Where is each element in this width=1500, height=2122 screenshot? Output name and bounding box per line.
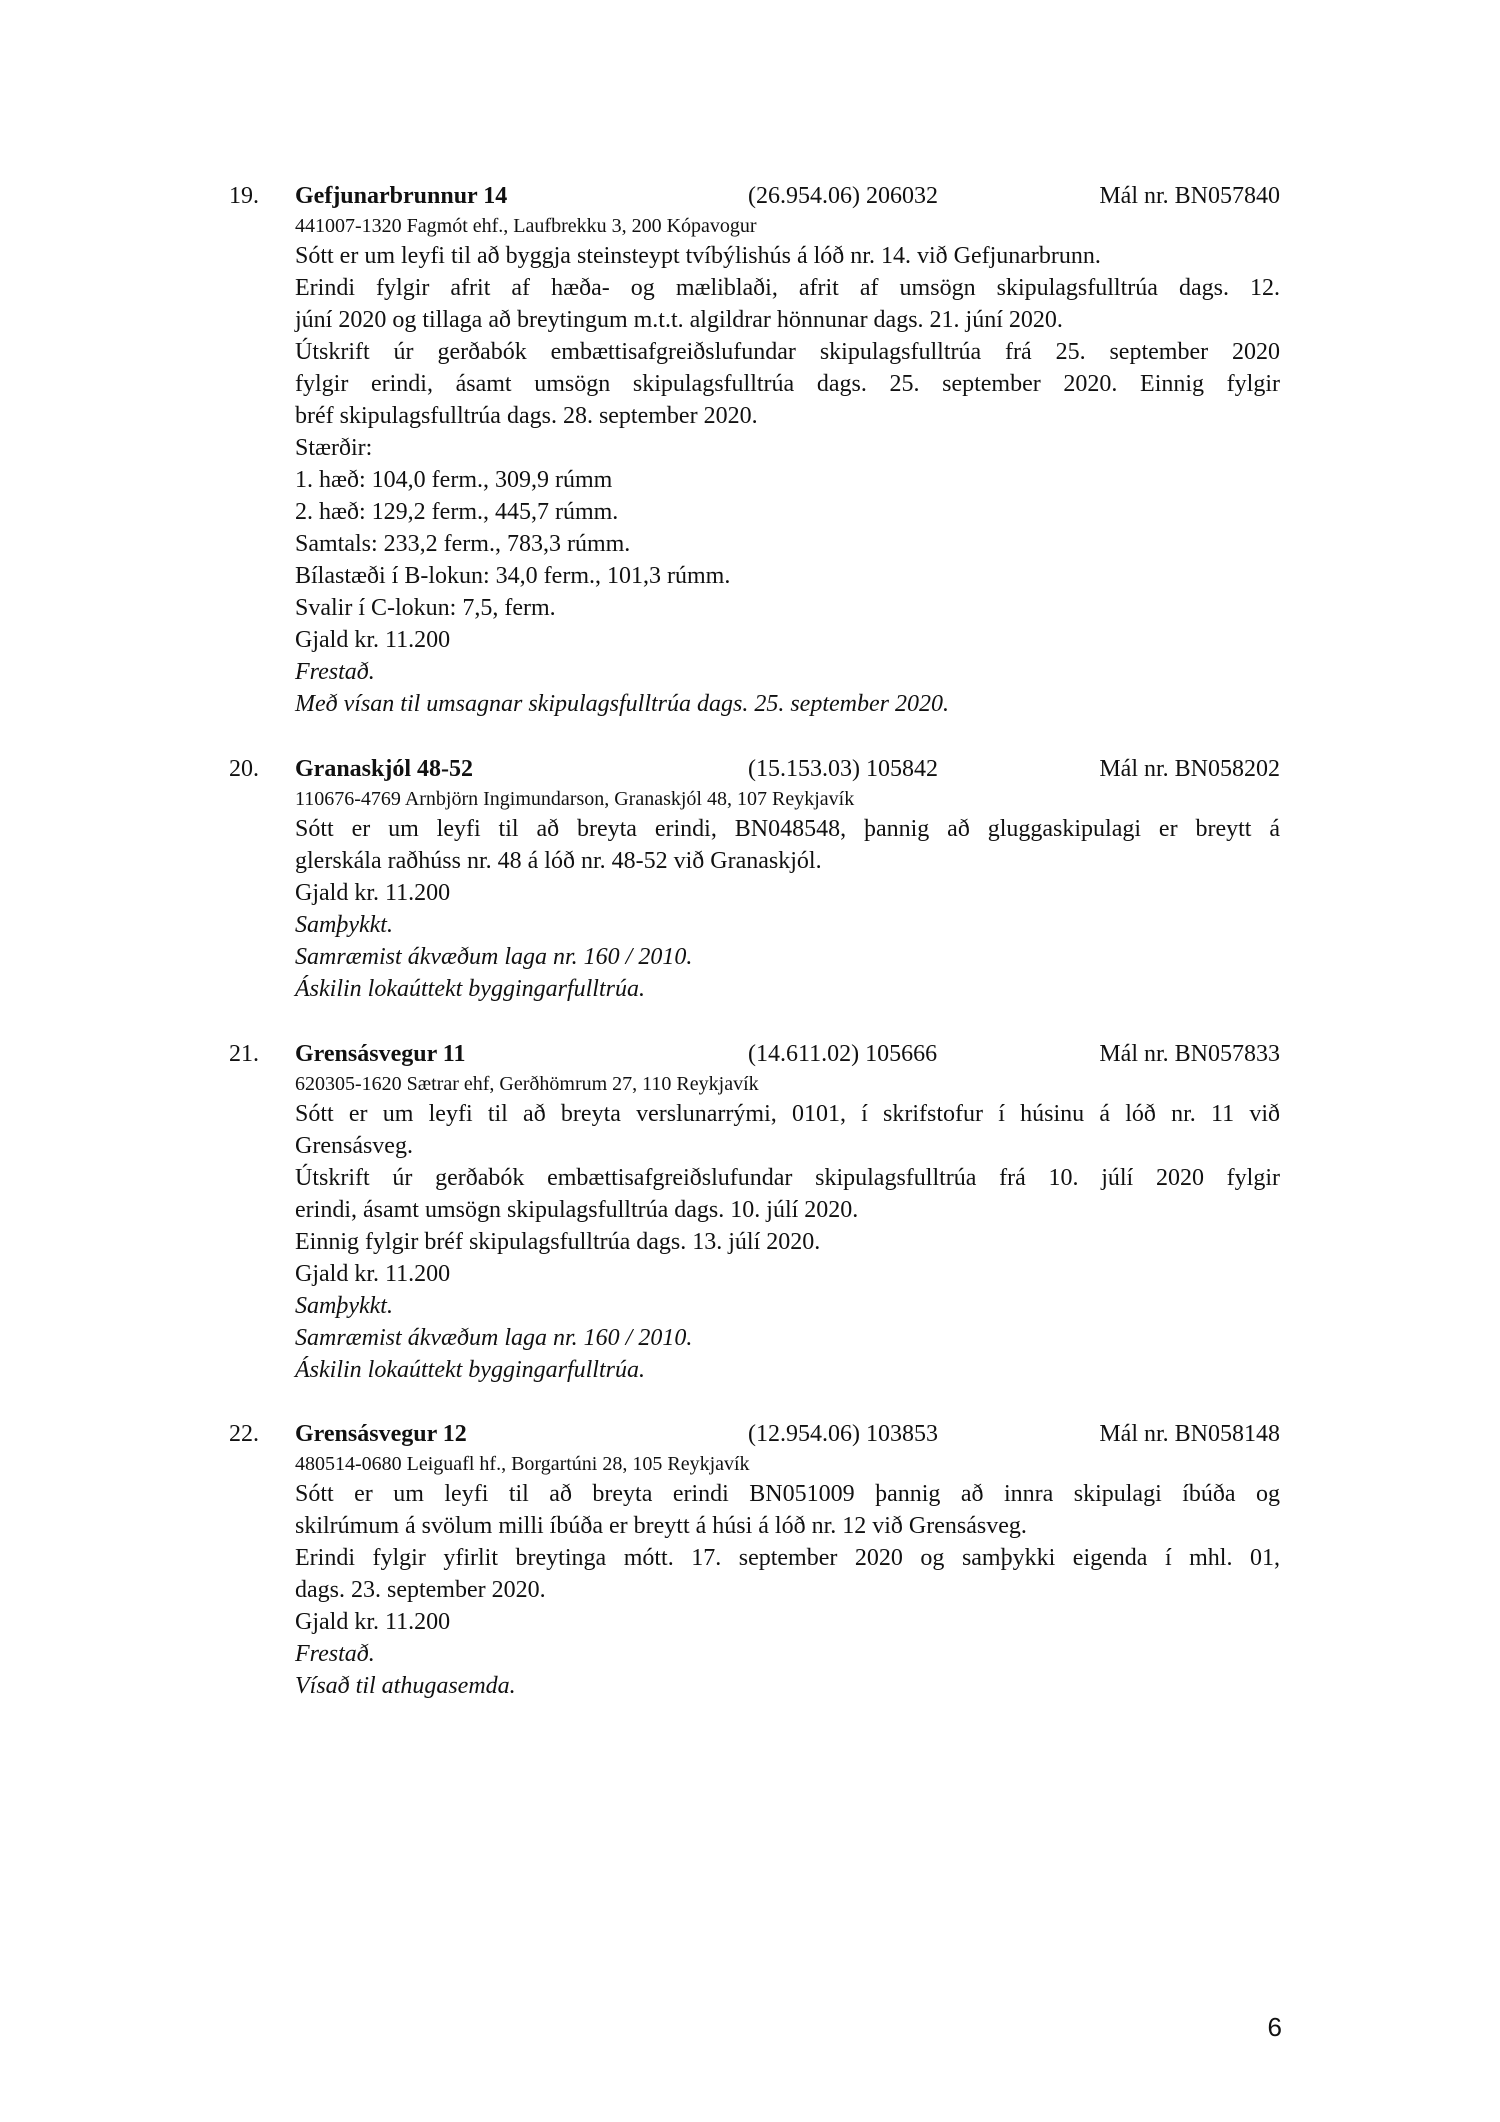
entry-fee: Gjald kr. 11.200	[295, 1609, 451, 1635]
entry-line: Sótt er um leyfi til að byggja steinsteypt tvíbýlishús á lóð nr. 14. við Gefjunarbrunn.	[295, 243, 1101, 269]
entry-line: Útskrift úr gerðabók embættisafgreiðslufundar skipulagsfulltrúa frá 25. september 2020	[295, 339, 1280, 365]
entry-line: Svalir í C-lokun: 7,5, ferm.	[295, 595, 556, 621]
agenda-entry	[229, 753, 1280, 1005]
entry-case-number: Mál nr. BN057840	[1099, 183, 1280, 209]
entry-fee: Gjald kr. 11.200	[295, 880, 451, 906]
entry-number: 21.	[229, 1041, 259, 1067]
entry-fee: Gjald kr. 11.200	[295, 627, 451, 653]
entry-header	[229, 180, 1280, 212]
entry-line: erindi, ásamt umsögn skipulagsfulltrúa dags. 10. júlí 2020.	[295, 1197, 859, 1223]
entry-body	[295, 1450, 1280, 1702]
agenda-entry	[229, 180, 1280, 720]
agenda-entry	[229, 1418, 1280, 1702]
entry-line: glerskála raðhúss nr. 48 á lóð nr. 48-52 við Granaskjól.	[295, 848, 822, 874]
entry-address: Grensásvegur 12	[295, 1421, 467, 1447]
entry-line: Sótt er um leyfi til að breyta erindi BN051009 þannig að innra skipulagi íbúða og	[295, 1481, 1280, 1507]
entry-decision-note: Áskilin lokaúttekt byggingarfulltrúa.	[295, 1357, 645, 1383]
entry-line: 1. hæð: 104,0 ferm., 309,9 rúmm	[295, 467, 613, 493]
entry-decision: Frestað.	[295, 1641, 375, 1667]
agenda-entry	[229, 1038, 1280, 1386]
entry-body	[295, 212, 1280, 720]
entry-line: skilrúmum á svölum milli íbúða er breytt á húsi á lóð nr. 12 við Grensásveg.	[295, 1513, 1027, 1539]
entry-line: Stærðir:	[295, 435, 373, 461]
entry-address: Granaskjól 48-52	[295, 756, 474, 782]
entry-header	[229, 753, 1280, 785]
entry-decision-note: Með vísan til umsagnar skipulagsfulltrúa dags. 25. september 2020.	[295, 691, 949, 717]
entry-header	[229, 1418, 1280, 1450]
entry-decision-note: Samræmist ákvæðum laga nr. 160 / 2010.	[295, 944, 693, 970]
entry-address: Gefjunarbrunnur 14	[295, 183, 508, 209]
entry-land-id: (12.954.06) 103853	[748, 1421, 938, 1447]
entry-line: dags. 23. september 2020.	[295, 1577, 546, 1603]
entry-applicant: 110676-4769 Arnbjörn Ingimundarson, Granaskjól 48, 107 Reykjavík	[295, 788, 855, 810]
entry-line: 2. hæð: 129,2 ferm., 445,7 rúmm.	[295, 499, 619, 525]
entry-case-number: Mál nr. BN057833	[1099, 1041, 1280, 1067]
entry-body	[295, 785, 1280, 1005]
entry-line: Sótt er um leyfi til að breyta verslunarrými, 0101, í skrifstofur í húsinu á lóð nr. 11 við	[295, 1101, 1280, 1127]
entry-applicant: 480514-0680 Leiguafl hf., Borgartúni 28, 105 Reykjavík	[295, 1453, 750, 1475]
page-number: 6	[1267, 2012, 1282, 2042]
entry-line: Erindi fylgir afrit af hæða- og mæliblaði, afrit af umsögn skipulagsfulltrúa dags. 12.	[295, 275, 1280, 301]
entry-decision: Frestað.	[295, 659, 375, 685]
entry-number: 19.	[229, 183, 259, 209]
entry-decision-note: Vísað til athugasemda.	[295, 1673, 516, 1699]
entry-line: fylgir erindi, ásamt umsögn skipulagsfulltrúa dags. 25. september 2020. Einnig fylgir	[295, 371, 1280, 397]
entry-line: Einnig fylgir bréf skipulagsfulltrúa dags. 13. júlí 2020.	[295, 1229, 821, 1255]
entry-line: Grensásveg.	[295, 1133, 413, 1159]
entry-line: júní 2020 og tillaga að breytingum m.t.t. algildrar hönnunar dags. 21. júní 2020.	[295, 307, 1063, 333]
entry-line: bréf skipulagsfulltrúa dags. 28. september 2020.	[295, 403, 758, 429]
entry-land-id: (15.153.03) 105842	[748, 756, 938, 782]
entry-line: Erindi fylgir yfirlit breytinga mótt. 17. september 2020 og samþykki eigenda í mhl. 01,	[295, 1545, 1280, 1571]
entry-case-number: Mál nr. BN058148	[1099, 1421, 1280, 1447]
entry-line: Sótt er um leyfi til að breyta erindi, BN048548, þannig að gluggaskipulagi er breytt á	[295, 816, 1280, 842]
entry-land-id: (14.611.02) 105666	[748, 1041, 938, 1067]
entry-line: Bílastæði í B-lokun: 34,0 ferm., 101,3 rúmm.	[295, 563, 731, 589]
entry-decision-note: Samræmist ákvæðum laga nr. 160 / 2010.	[295, 1325, 693, 1351]
entry-applicant: 441007-1320 Fagmót ehf., Laufbrekku 3, 200 Kópavogur	[295, 215, 757, 237]
entry-decision: Samþykkt.	[295, 1293, 393, 1319]
entry-header	[229, 1038, 1280, 1070]
entry-decision: Samþykkt.	[295, 912, 393, 938]
entry-land-id: (26.954.06) 206032	[748, 183, 938, 209]
entry-body	[295, 1070, 1280, 1386]
entry-fee: Gjald kr. 11.200	[295, 1261, 451, 1287]
entry-decision-note: Áskilin lokaúttekt byggingarfulltrúa.	[295, 976, 645, 1002]
entry-line: Útskrift úr gerðabók embættisafgreiðslufundar skipulagsfulltrúa frá 10. júlí 2020 fylgir	[295, 1165, 1280, 1191]
entry-applicant: 620305-1620 Sætrar ehf, Gerðhömrum 27, 110 Reykjavík	[295, 1073, 759, 1095]
entry-line: Samtals: 233,2 ferm., 783,3 rúmm.	[295, 531, 631, 557]
entry-number: 22.	[229, 1421, 259, 1447]
entry-number: 20.	[229, 756, 259, 782]
entry-address: Grensásvegur 11	[295, 1041, 466, 1067]
entry-case-number: Mál nr. BN058202	[1099, 756, 1280, 782]
